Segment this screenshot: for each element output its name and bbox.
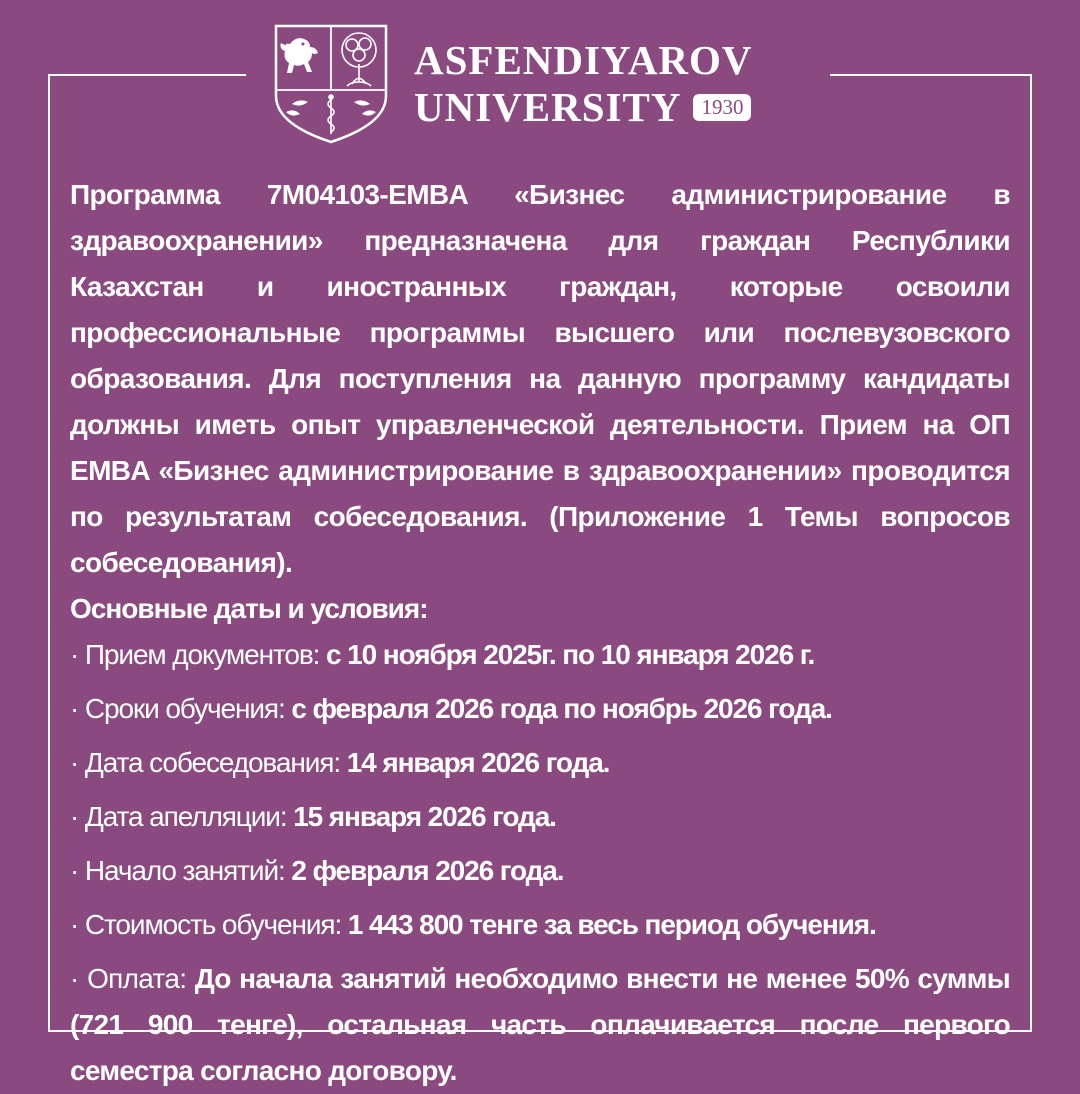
list-item-appeal-date [70, 794, 1010, 840]
item-value: 2 февраля 2026 года. [291, 855, 564, 886]
frame-top-right-line [830, 74, 1032, 76]
brand-name-line2-row [414, 84, 814, 130]
item-value: До начала занятий необходимо внести не менее 50% суммы (721 900 тенге), остальная часть оплачивается после первого семестра согласно договору. [70, 963, 1010, 1086]
main-content [70, 172, 1010, 1094]
frame-left-line [48, 74, 50, 1032]
item-value: с февраля 2026 года по ноябрь 2026 года. [291, 693, 832, 724]
list-item-payment [70, 956, 1010, 1094]
item-label: · Дата собеседования: [70, 747, 347, 778]
item-label: · Оплата: [70, 963, 195, 994]
list-item-documents [70, 632, 1010, 678]
item-label: · Начало занятий: [70, 855, 292, 886]
founding-year-badge: 1930 [693, 94, 751, 121]
university-logo-text [414, 37, 814, 130]
caduceus-icon [328, 95, 334, 134]
list-item-interview-date [70, 740, 1010, 786]
item-value: 14 января 2026 года. [346, 747, 610, 778]
brand-name-line1: ASFENDIYAROV [414, 37, 753, 83]
item-label: · Дата апелляции: [70, 801, 294, 832]
item-value: 1 443 800 тенге за весь период обучения. [347, 909, 876, 940]
list-item-study-period [70, 686, 1010, 732]
list-item-start-date [70, 848, 1010, 894]
item-label: · Прием документов: [70, 639, 327, 670]
tree-icon [342, 33, 376, 86]
university-crest-icon [272, 24, 390, 144]
program-description: Программа 7M04103-EMBA «Бизнес администрирование в здравоохранении» предназначена для граждан Республики Казахстан и иностранных граждан, которые освоили профессиональные программы высшего или послевузовского образования. Для поступления на данную программу кандидаты должны иметь опыт управленческой деятельности. Прием на ОП EMBA «Бизнес администрирование в здравоохранении» проводится по результатам собеседования. (Приложение 1 Темы вопросов собеседования). [70, 179, 1010, 578]
item-label: · Стоимость обучения: [70, 909, 348, 940]
frame-top-left-line [48, 74, 246, 76]
item-label: · Сроки обучения: [70, 693, 292, 724]
lion-icon [281, 38, 319, 73]
list-item-cost [70, 902, 1010, 948]
item-value: с 10 ноября 2025г. по 10 января 2026 г. [326, 639, 815, 670]
frame-right-line [1030, 74, 1032, 1032]
brand-name-line2: UNIVERSITY [414, 84, 682, 130]
item-value: 15 января 2026 года. [293, 801, 556, 832]
section-title: Основные даты и условия: [70, 593, 428, 624]
conditions-list [70, 632, 1010, 1094]
